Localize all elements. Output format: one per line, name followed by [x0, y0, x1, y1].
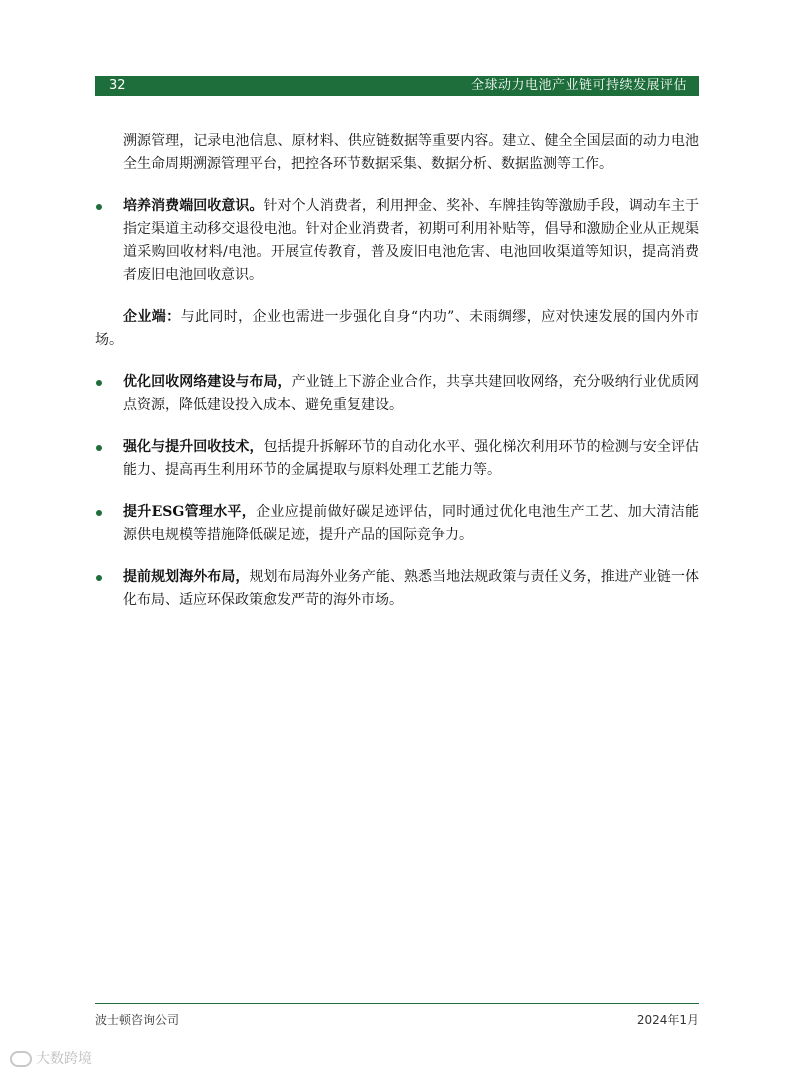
page-number: 32: [109, 78, 126, 93]
bullet-text: 产业链上下游企业合作，共享共建回收网络，充分吸纳行业优质网点资源，降低建设投入成本、避免重复建设。: [123, 374, 700, 413]
bullet-lead: 提前规划海外布局，: [123, 569, 250, 585]
enterprise-lead: 企业端：: [123, 309, 181, 325]
bullet-text: 规划布局海外业务产能、熟悉当地法规政策与责任义务，推进产业链一体化布局、适应环保政策愈发严苛的海外市场。: [123, 569, 700, 608]
watermark: [10, 1048, 92, 1068]
bullet-recycling-network: [95, 371, 699, 417]
footer-date: 2024年1月: [636, 1013, 699, 1027]
bullet-text: 企业应提前做好碳足迹评估，同时通过优化电池生产工艺、加大清洁能源供电规模等措施降低碳足迹，提升产品的国际竞争力。: [123, 504, 699, 543]
bullet-lead: 提升ESG管理水平，: [123, 504, 257, 520]
bullet-lead: 培养消费端回收意识。: [123, 198, 264, 214]
bullet-dot-icon: [96, 575, 102, 581]
enterprise-section-paragraph: [95, 306, 699, 352]
bullet-lead: 强化与提升回收技术，: [123, 439, 264, 455]
bullet-recycling-technology: [95, 436, 699, 482]
watermark-text: 大数跨境: [36, 1051, 92, 1067]
bullet-esg-management: [95, 501, 699, 547]
bullet-dot-icon: [96, 204, 102, 210]
watermark-logo-icon: [10, 1051, 32, 1067]
document-title: 全球动力电池产业链可持续发展评估: [470, 78, 687, 93]
bullet-consumer-recycling-awareness: [95, 195, 699, 287]
bullet-text: 针对个人消费者，利用押金、奖补、车牌挂钩等激励手段，调动车主于指定渠道主动移交退役电池。针对企业消费者，初期可利用补贴等，倡导和激励企业从正规渠道采购回收材料/电池。开展宣传教育，普及废旧电池危害、电池回收渠道等知识，提高消费者废旧电池回收意识。: [123, 198, 699, 283]
bullet-text: 包括提升拆解环节的自动化水平、强化梯次利用环节的检测与安全评估能力、提高再生利用环节的金属提取与原料处理工艺能力等。: [123, 439, 699, 478]
bullet-dot-icon: [96, 510, 102, 516]
bullet-dot-icon: [96, 445, 102, 451]
bullet-overseas-layout: [95, 566, 699, 612]
bullet-lead: 优化回收网络建设与布局，: [123, 374, 292, 390]
footer-divider: [95, 1003, 699, 1004]
page-content: [95, 130, 699, 631]
intro-continuation-paragraph: 溯源管理，记录电池信息、原材料、供应链数据等重要内容。建立、健全全国层面的动力电池全生命周期溯源管理平台，把控各环节数据采集、数据分析、数据监测等工作。: [123, 133, 699, 172]
bullet-dot-icon: [96, 380, 102, 386]
footer-organization: 波士顿咨询公司: [95, 1013, 180, 1027]
header-bar: [95, 76, 699, 96]
enterprise-text: 与此同时，企业也需进一步强化自身“内功”、未雨绸缪，应对快速发展的国内外市场。: [95, 309, 700, 348]
